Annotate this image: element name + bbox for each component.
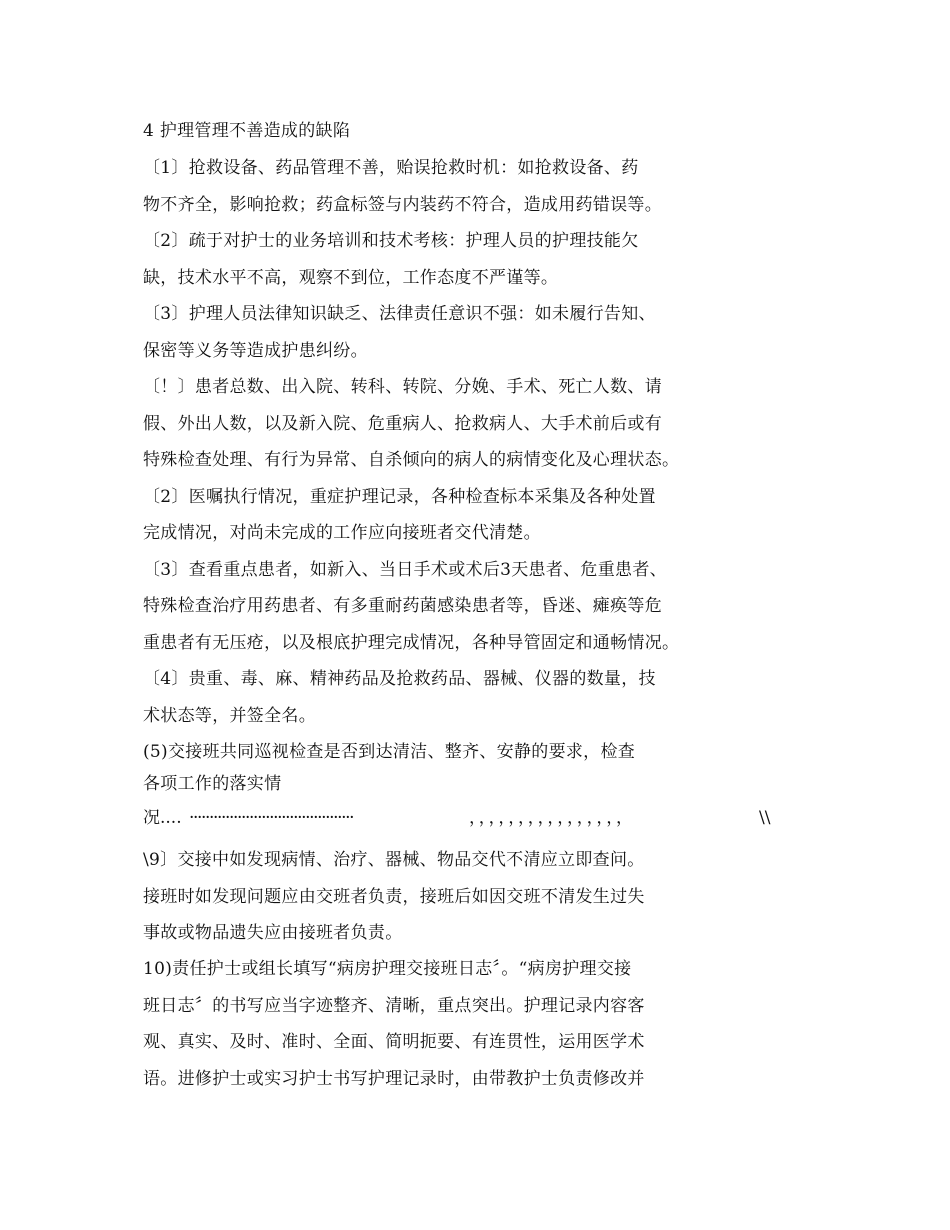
paragraph-line: 〔2〕医嘱执行情况，重症护理记录，各种检查标本采集及各种处置 xyxy=(143,487,656,507)
paragraph-line: 各项工作的落实情 xyxy=(143,774,282,794)
leader-start: 况.... xyxy=(143,808,182,828)
paragraph-line: (5)交接班共同巡视检查是否到达清洁、整齐、安静的要求，检查 xyxy=(143,742,636,762)
leader-dots: ········································· xyxy=(189,808,354,828)
paragraph-line: 重患者有无压疮，以及根底护理完成情况，各种导管固定和通畅情况。 xyxy=(143,633,680,653)
paragraph-line: 术状态等，并签全名。 xyxy=(143,706,316,726)
paragraph-line: 〔1〕抢救设备、药品管理不善，贻误抢救时机：如抢救设备、药 xyxy=(143,158,639,178)
paragraph-line: 〔！〕患者总数、出入院、转科、转院、分娩、手术、死亡人数、请 xyxy=(143,377,662,397)
paragraph-line: 特殊检查处理、有行为异常、自杀倾向的病人的病情变化及心理状态。 xyxy=(143,450,680,470)
paragraph-line: 假、外出人数，以及新入院、危重病人、抢救病人、大手术前后或有 xyxy=(143,414,662,434)
section-heading: 4 护理管理不善造成的缺陷 xyxy=(143,121,351,141)
paragraph-line: 事故或物品遗失应由接班者负责。 xyxy=(143,923,403,943)
paragraph-line: 班日志〞的书写应当字迹整齐、清晰，重点突出。护理记录内容客 xyxy=(143,996,645,1016)
paragraph-line: \9〕交接中如发现病情、治疗、器械、物品交代不清应立即查问。 xyxy=(143,850,645,870)
leader-end: \\ xyxy=(759,808,771,828)
paragraph-line: 语。进修护士或实习护士书写护理记录时，由带教护士负责修改并 xyxy=(143,1069,645,1089)
paragraph-line: 〔3〕护理人员法律知识缺乏、法律责任意识不强：如未履行告知、 xyxy=(143,304,656,324)
paragraph-line: 特殊检查治疗用药患者、有多重耐药菌感染患者等，昏迷、瘫痪等危 xyxy=(143,596,662,616)
paragraph-line: 10)责任护士或组长填写“病房护理交接班日志〞。“病房护理交接 xyxy=(143,959,632,979)
paragraph-line: 观、真实、及时、准时、全面、简明扼要、有连贯性，运用医学术 xyxy=(143,1032,645,1052)
paragraph-line: 接班时如发现问题应由交班者负责，接班后如因交班不清发生过失 xyxy=(143,887,645,907)
paragraph-line: 完成情况，对尚未完成的工作应向接班者交代清楚。 xyxy=(143,523,541,543)
paragraph-line: 缺，技术水平不高，观察不到位，工作态度不严谨等。 xyxy=(143,268,559,288)
paragraph-line: 〔4〕贵重、毒、麻、精神药品及抢救药品、器械、仪器的数量，技 xyxy=(143,669,656,689)
paragraph-line: 物不齐全，影响抢救；药盒标签与内装药不符合，造成用药错误等。 xyxy=(143,195,662,215)
paragraph-line: 〔2〕疏于对护士的业务培训和技术考核：护理人员的护理技能欠 xyxy=(143,231,639,251)
leader-commas: ，，，，，，，，，，，，，，，， xyxy=(469,808,635,828)
paragraph-line: 〔3〕查看重点患者，如新入、当日手术或术后3天患者、危重患者、 xyxy=(143,560,667,580)
paragraph-line: 保密等义务等造成护患纠纷。 xyxy=(143,341,368,361)
